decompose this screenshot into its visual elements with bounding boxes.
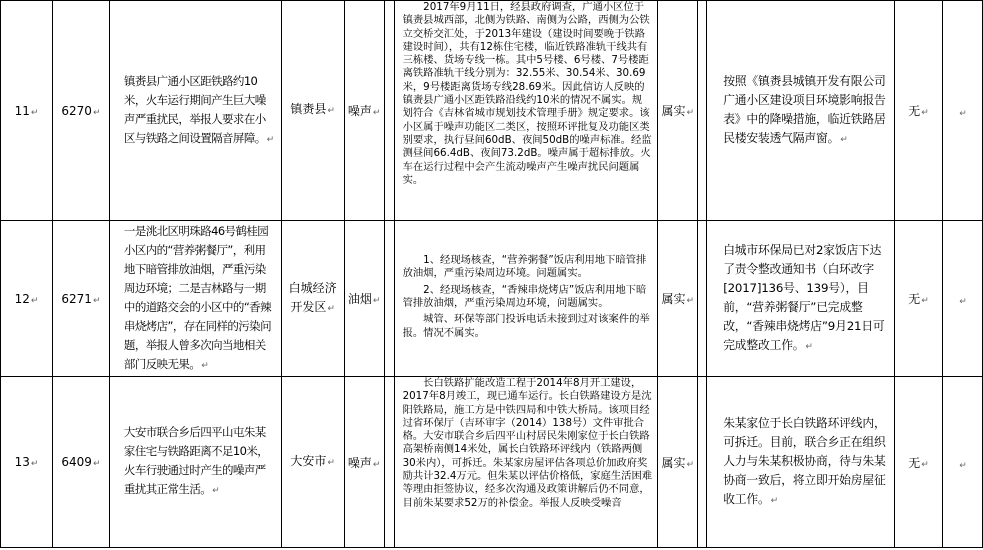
findings-cell: 长白铁路扩能改造工程于2014年8月开工建设，2017年8月竣工，现已通车运行。长白铁路建设方是沈阳铁路局，施工方是中铁四局和中铁大桥局。该项目经过省环保厅（吉环审字（2014）138号）文件审批合格。大安市联合乡后四平山村居民朱刚家位于长白铁路高架桥南侧14米处，属长白铁路环评线内（铁路两侧30米内），可拆迁。朱某家房屋评估各项总价加政府奖励共计32.4万元。但朱某以评估价格低，家庭生活困难等理由拒签协议，经多次沟通及政策讲解后仍不同意，目前朱某要求52万的补偿金。举报人反映受噪音 <box>394 377 658 548</box>
pollution-type-cell: 噪声↵ <box>344 1 384 221</box>
spacer-cell <box>384 1 394 221</box>
findings-cell: 2017年9月11日，经县政府调查，广通小区位于镇赉县城西部，北侧为铁路、南侧为公路，西侧为公铁立交桥交汇处，于2013年建设（建设时间要晚于铁路建设时间），共有12栋住宅楼，临近铁路准轨干线共有三栋楼、货场专线一栋。其中5号楼、6号楼、7号楼距离铁路准轨干线分别为：32.55米、30.54米、30.69米，9号楼距离货场专线28.69米。因此信访人反映的镇赉县广通小区距铁路沿线约10米的情况不属实。规划符合《吉林省城市规划技术管理手册》规定要求。该小区属于噪声功能区二类区，按照环评批复及功能区类别要求，执行昼间60dB、夜间50dB的噪声标准。经监测昼间66.4dB、夜间73.2dB。噪声属于超标排放。火车在运行过程中会产生流动噪声产生噪声扰民问题属实。 <box>394 1 658 221</box>
spacer-cell <box>698 377 707 548</box>
empty-cell: ↵ <box>942 221 982 377</box>
area-cell: 镇赉县↵ <box>281 1 344 221</box>
pollution-type-cell: 油烟↵ <box>344 221 384 377</box>
seq-cell: 11↵ <box>1 1 53 221</box>
code-cell: 6409↵ <box>52 377 109 548</box>
spacer-cell <box>698 221 707 377</box>
code-cell: 6270↵ <box>52 1 109 221</box>
complaint-content-cell: 大安市联合乡后四平山屯朱某家住宅与铁路距离不足10米，火车行驶通过时产生的噪声严重扰其正常生活。↵ <box>109 377 281 548</box>
table-row <box>1 1 983 221</box>
measures-cell: 按照《镇赉县城镇开发有限公司广通小区建设项目环境影响报告表》中的降噪措施，临近铁路居民楼安装透气隔声窗。↵ <box>707 1 895 221</box>
accountability-cell: 无↵ <box>895 1 943 221</box>
spacer-cell <box>698 1 707 221</box>
table-row <box>1 221 983 377</box>
seq-cell: 12↵ <box>1 221 53 377</box>
empty-cell: ↵ <box>942 1 982 221</box>
verdict-cell: 属实↵ <box>658 221 698 377</box>
accountability-cell: 无↵ <box>895 377 943 548</box>
verdict-cell: 属实↵ <box>658 1 698 221</box>
empty-cell: ↵ <box>942 377 982 548</box>
findings-cell: 1、经现场核查，“营养粥餐”饭店利用地下暗管排放油烟，严重污染周边环境。问题属实。 2、经现场核查，“香辣串烧烤店”饭店利用地下暗管排放油烟，严重污染周边环境，问题属实。 城管、环保等部门投诉电话未接到过对该案件的举报。情况不属实。 <box>394 221 658 377</box>
measures-cell: 白城市环保局已对2家饭店下达了责令整改通知书（白环改字[2017]136号、139号），目前，“营养粥餐厅”已完成整改，“香辣串烧烤店”9月21日可完成整改工作。↵ <box>707 221 895 377</box>
pollution-type-cell: 噪声↵ <box>344 377 384 548</box>
measures-cell: 朱某家位于长白铁路环评线内，可拆迁。目前，联合乡正在组织人力与朱某积极协商，待与朱某协商一致后，将立即开始房屋征收工作。↵ <box>707 377 895 548</box>
complaint-content-cell: 一是洮北区明珠路46号鹤桂园小区内的“营养粥餐厅”，利用地下暗管排放油烟，严重污染周边环境；二是吉林路与一期中的道路交会的小区中的“香辣串烧烤店”，存在同样的污染问题，举报人曾多次向当地相关部门反映无果。↵ <box>109 221 281 377</box>
seq-cell: 13↵ <box>1 377 53 548</box>
verdict-cell: 属实↵ <box>658 377 698 548</box>
code-cell: 6271↵ <box>52 221 109 377</box>
complaint-content-cell: 镇赉县广通小区距铁路约10米，火车运行期间产生巨大噪声严重扰民，举报人要求在小区与铁路之间设置隔音屏障。↵ <box>109 1 281 221</box>
spacer-cell <box>384 377 394 548</box>
area-cell: 白城经济开发区↵ <box>281 221 344 377</box>
accountability-cell: 无↵ <box>895 221 943 377</box>
table-row <box>1 377 983 548</box>
area-cell: 大安市↵ <box>281 377 344 548</box>
spacer-cell <box>384 221 394 377</box>
